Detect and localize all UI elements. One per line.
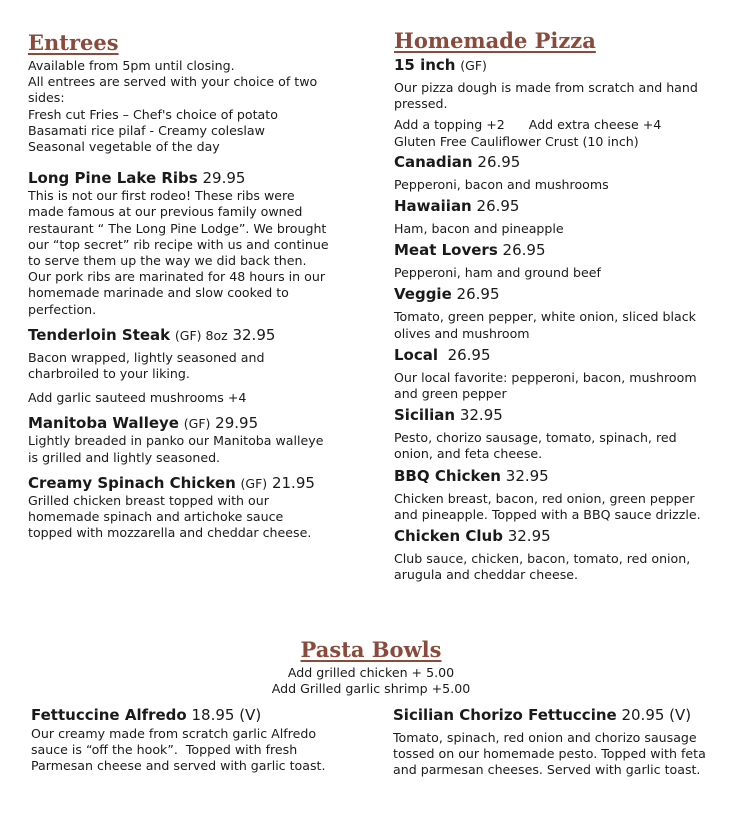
pizza-heading: Homemade Pizza bbox=[394, 28, 596, 53]
item-price: 26.95 bbox=[456, 285, 500, 304]
desc-line: and parmesan cheeses. Served with garlic toast. bbox=[393, 762, 701, 778]
desc-line: homemade marinade and slow cooked to bbox=[28, 285, 289, 301]
item-price: 32.95 bbox=[459, 406, 503, 425]
entree-item bbox=[28, 326, 373, 407]
intro-line: Fresh cut Fries – Chef's choice of potato bbox=[28, 106, 278, 122]
item-name: Creamy Spinach Chicken bbox=[28, 473, 236, 492]
item-desc bbox=[28, 433, 373, 465]
desc-line: and pineapple. Topped with a BBQ sauce drizzle. bbox=[394, 506, 701, 522]
item-price: 21.95 bbox=[271, 473, 315, 492]
item-name: Canadian bbox=[394, 152, 473, 171]
pizza-item bbox=[394, 527, 734, 583]
pizza-addons bbox=[394, 117, 734, 149]
desc-line: onion, and feta cheese. bbox=[394, 446, 543, 462]
item-desc bbox=[394, 370, 734, 402]
addon-line: Add a topping +2 Add extra cheese +4 bbox=[394, 117, 662, 133]
desc-line: restaurant “ The Long Pine Lodge”. We brought bbox=[28, 220, 327, 236]
addon-line: Add Grilled garlic shrimp +5.00 bbox=[271, 681, 471, 697]
item-extra: Add garlic sauteed mushrooms +4 bbox=[28, 390, 247, 406]
desc-line: Ham, bacon and pineapple bbox=[394, 221, 564, 237]
desc-line: our “top secret” rib recipe with us and continue bbox=[28, 236, 329, 252]
desc-line: Parmesan cheese and served with garlic toast. bbox=[31, 758, 326, 774]
desc-line: Chicken breast, bacon, red onion, green pepper bbox=[394, 490, 695, 506]
item-name: Hawaiian bbox=[394, 197, 472, 216]
item-name: Chicken Club bbox=[394, 527, 503, 546]
item-price: 32.95 bbox=[507, 527, 551, 546]
entrees-intro bbox=[28, 58, 373, 155]
item-desc bbox=[393, 730, 743, 779]
desc-line: and green pepper bbox=[394, 386, 507, 402]
item-name: BBQ Chicken bbox=[394, 466, 501, 485]
item-desc bbox=[28, 350, 373, 382]
item-name: Sicilian bbox=[394, 406, 456, 425]
desc-line: pressed. bbox=[394, 96, 448, 112]
desc-line: olives and mushroom bbox=[394, 325, 530, 341]
entrees-section bbox=[28, 30, 373, 541]
item-price: 32.95 bbox=[232, 325, 276, 344]
desc-line: Lightly breaded in panko our Manitoba walleye bbox=[28, 433, 324, 449]
desc-line: is grilled and lightly seasoned. bbox=[28, 449, 221, 465]
addon-line: Add grilled chicken + 5.00 bbox=[287, 665, 455, 680]
pizza-item bbox=[394, 467, 734, 523]
item-desc bbox=[394, 430, 734, 462]
intro-line: Available from 5pm until closing. bbox=[28, 58, 235, 73]
item-price: 26.95 bbox=[502, 241, 546, 260]
desc-line: Bacon wrapped, lightly seasoned and bbox=[28, 349, 265, 365]
item-name: Meat Lovers bbox=[394, 241, 498, 260]
pizza-item bbox=[394, 406, 734, 462]
desc-line: Pepperoni, ham and ground beef bbox=[394, 265, 601, 281]
item-desc bbox=[394, 177, 734, 193]
desc-line: Tomato, spinach, red onion and chorizo sausage bbox=[393, 730, 697, 745]
item-name: Fettuccine Alfredo bbox=[31, 706, 187, 724]
item-desc bbox=[28, 493, 373, 542]
desc-line: to serve them up the way we did back then. bbox=[28, 253, 307, 269]
pizza-item bbox=[394, 346, 734, 402]
desc-line: Pesto, chorizo sausage, tomato, spinach, red bbox=[394, 430, 677, 446]
desc-line: arugula and cheddar cheese. bbox=[394, 567, 579, 583]
item-name: Tenderloin Steak bbox=[28, 325, 171, 344]
pasta-addons bbox=[200, 665, 542, 697]
desc-line: Tomato, green pepper, white onion, sliced black bbox=[394, 309, 696, 325]
entree-item bbox=[28, 169, 373, 318]
pasta-item bbox=[31, 706, 376, 775]
desc-line: Our local favorite: pepperoni, bacon, mushroom bbox=[394, 369, 697, 385]
item-price: 20.95 (V) bbox=[621, 706, 692, 724]
pasta-header bbox=[200, 637, 542, 697]
item-name: Sicilian Chorizo Fettuccine bbox=[393, 706, 617, 724]
item-desc bbox=[394, 309, 734, 341]
item-desc bbox=[31, 726, 376, 775]
item-price: 26.95 bbox=[477, 152, 521, 171]
item-desc bbox=[394, 265, 734, 281]
pizza-item bbox=[394, 153, 734, 193]
pizza-item bbox=[394, 241, 734, 281]
desc-line: Grilled chicken breast topped with our bbox=[28, 492, 269, 508]
intro-line: sides: bbox=[28, 90, 65, 106]
desc-line: Our creamy made from scratch garlic Alfredo bbox=[31, 726, 317, 741]
item-note: (GF) 8oz bbox=[174, 327, 228, 343]
desc-line: Club sauce, chicken, bacon, tomato, red onion, bbox=[394, 551, 691, 567]
item-desc bbox=[394, 491, 734, 523]
item-desc bbox=[394, 221, 734, 237]
pizza-dough-desc bbox=[394, 80, 734, 112]
desc-line: Pepperoni, bacon and mushrooms bbox=[394, 176, 609, 192]
item-price: 26.95 bbox=[442, 345, 491, 364]
item-name: Local bbox=[394, 345, 439, 364]
desc-line: tossed on our homemade pesto. Topped with feta bbox=[393, 746, 706, 762]
pizza-section bbox=[394, 28, 734, 583]
intro-line: Seasonal vegetable of the day bbox=[28, 139, 220, 155]
intro-line: Basamati rice pilaf - Creamy coleslaw bbox=[28, 122, 265, 138]
entree-item bbox=[28, 474, 373, 542]
item-desc bbox=[394, 551, 734, 583]
entree-item bbox=[28, 414, 373, 465]
pizza-item bbox=[394, 285, 734, 341]
desc-line: sauce is “off the hook”. Topped with fresh bbox=[31, 742, 298, 758]
desc-line: perfection. bbox=[28, 301, 97, 317]
entrees-heading: Entrees bbox=[28, 30, 119, 55]
desc-line: Our pizza dough is made from scratch and hand bbox=[394, 80, 698, 95]
desc-line: This is not our first rodeo! These ribs were bbox=[28, 188, 295, 204]
addon-line: Gluten Free Cauliflower Crust (10 inch) bbox=[394, 133, 639, 149]
item-price: 32.95 bbox=[505, 466, 549, 485]
item-note: (GF) bbox=[240, 475, 268, 491]
item-price: 29.95 bbox=[215, 414, 259, 433]
item-name: Veggie bbox=[394, 285, 452, 304]
desc-line: made famous at our previous family owned bbox=[28, 204, 303, 220]
intro-line: All entrees are served with your choice of two bbox=[28, 74, 318, 90]
item-price: 29.95 bbox=[202, 169, 246, 188]
item-desc bbox=[28, 188, 373, 318]
pizza-size-note: (GF) bbox=[460, 58, 487, 73]
desc-line: topped with mozzarella and cheddar cheese. bbox=[28, 525, 312, 541]
pizza-item bbox=[394, 197, 734, 237]
item-price: 18.95 (V) bbox=[191, 706, 262, 724]
item-note: (GF) bbox=[183, 416, 211, 432]
desc-line: Our pork ribs are marinated for 48 hours in our bbox=[28, 269, 326, 285]
desc-line: charbroiled to your liking. bbox=[28, 366, 190, 382]
item-price: 26.95 bbox=[476, 197, 520, 216]
pasta-heading: Pasta Bowls bbox=[300, 637, 442, 662]
item-name: Manitoba Walleye bbox=[28, 414, 179, 433]
item-name: Long Pine Lake Ribs bbox=[28, 169, 198, 188]
desc-line: homemade spinach and artichoke sauce bbox=[28, 509, 284, 525]
pizza-size: 15 inch bbox=[394, 56, 456, 74]
pasta-item bbox=[393, 706, 743, 779]
